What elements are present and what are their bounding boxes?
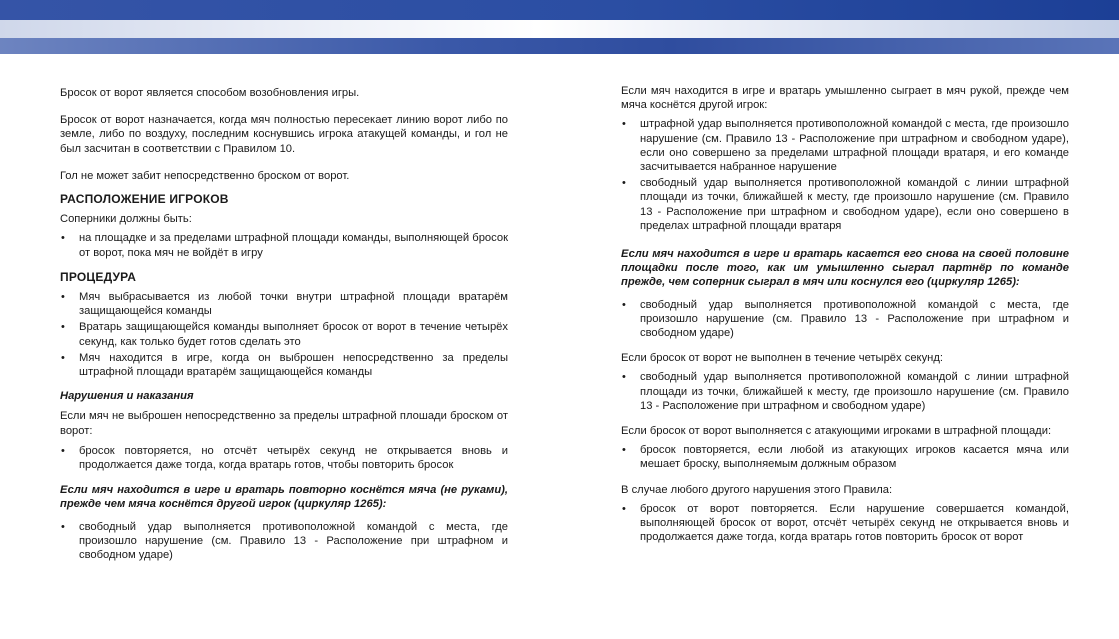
bullet-list: [621, 298, 1069, 341]
list-item: • свободный удар выполняется противоположной командой с линии штрафной площади из точки, ближайшей к месту, где произошло нарушение (см. Правило 13 - Расположение при штрафном и свободном ударе): [621, 370, 1069, 413]
subsection-heading: Нарушения и наказания: [60, 390, 194, 403]
paragraph: Бросок от ворот назначается, когда мяч полностью пересекает линию ворот либо по земле, либо по воздуху, последним коснувшись игрока атакущей команды, и гол не был засчитан в соответствии с Правилом 10.: [60, 114, 508, 155]
list-item: • на площадке и за пределами штрафной площади команды, выполняющей бросок от ворот, пока мяч не войдёт в игру: [60, 231, 508, 259]
list-item: • свободный удар выполняется противоположной командой с места, где произошло нарушение (см. Правило 13 - Расположение при штрафном и свободном ударе): [621, 298, 1069, 341]
bullet-list: [621, 370, 1069, 413]
bold-italic-paragraph: Если мяч находится в игре и вратарь касается его снова на своей половине площадки после того, как им умышленно сыграл партнёр по команде прежде, чем соперник сыграл в мяч или коснулся его (циркуляр 1265):: [621, 248, 1069, 289]
list-item: • Вратарь защищающейся команды выполняет бросок от ворот в течение четырёх секунд, как только будет готов сделать это: [60, 320, 508, 348]
bullet-list: [60, 520, 508, 563]
list-item: • Мяч выбрасывается из любой точки внутри штрафной площади вратарём защищающейся команды: [60, 290, 508, 318]
paragraph: Гол не может забит непосредственно броском от ворот.: [60, 169, 350, 182]
bullet-list: [60, 231, 508, 259]
paragraph: Если мяч не выброшен непосредственно за пределы штрафной плошади броском от ворот:: [60, 410, 508, 437]
paragraph: Соперники должны быть:: [60, 213, 192, 226]
list-item: • штрафной удар выполняется противоположной командой с места, где произошло нарушение (см. Правило 13 - Расположение при штрафном и свободном ударе), если оно совершено за пределами штрафной площади вратаря, и его команде засчитывается набранное нарушение: [621, 117, 1069, 174]
right-column: [621, 84, 1069, 546]
list-item: • Мяч находится в игре, когда он выброшен непосредственно за пределы штрафной площади вратарём защищающейся команды: [60, 351, 508, 379]
left-column: [60, 86, 508, 574]
bullet-list: [60, 290, 508, 379]
paragraph: Если бросок от ворот выполняется с атакующими игроками в штрафной площади:: [621, 425, 1052, 438]
section-heading: ПРОЦЕДУРА: [60, 269, 137, 284]
section-heading: РАСПОЛОЖЕНИЕ ИГРОКОВ: [60, 192, 229, 207]
header-band-top: [0, 0, 1119, 20]
list-item: • свободный удар выполняется противоположной командой с места, где произошло нарушение (см. Правило 13 - Расположение при штрафном и свободном ударе): [60, 520, 508, 563]
paragraph: Бросок от ворот является способом возобновления игры.: [60, 87, 360, 99]
paragraph: Если бросок от ворот не выполнен в течение четырёх секунд:: [621, 352, 943, 365]
list-item: • бросок повторяется, но отсчёт четырёх секунд не открывается вновь и продолжается даже тогда, когда вратарь готов, чтобы повторить бросок: [60, 444, 508, 472]
header-band-bottom: [0, 38, 1119, 54]
bullet-list: [621, 117, 1069, 233]
header-band-highlight: [0, 20, 1119, 38]
paragraph: В случае любого другого нарушения этого Правила:: [621, 483, 893, 496]
paragraph: Если мяч находится в игре и вратарь умышленно сыграет в мяч рукой, прежде чем мяча коснётся другой игрок:: [621, 85, 1069, 112]
bullet-list: [60, 444, 508, 472]
list-item: • свободный удар выполняется противоположной командой с линии штрафной площади из точки, ближайшей к месту, где произошло нарушение (см. Правило 13 - Расположение при штрафном и свободном ударе), если оно совершено в пределах штрафной площади вратаря: [621, 176, 1069, 233]
header-banner: [0, 0, 1119, 54]
bold-italic-paragraph: Если мяч находится в игре и вратарь повторно коснётся мяча (не руками), прежде чем мяча коснётся другой игрок (циркуляр 1265):: [60, 484, 508, 511]
bullet-list: [621, 502, 1069, 545]
bullet-list: [621, 443, 1069, 471]
list-item: • бросок от ворот повторяется. Если нарушение совершается командой, выполняющей бросок от ворот, отсчёт четырёх секунд не открывается вновь и продолжается даже тогда, когда вратарь готов повторить бросок от ворот: [621, 502, 1069, 545]
list-item: • бросок повторяется, если любой из атакующих игроков касается мяча или мешает броску, выполняемым должным образом: [621, 443, 1069, 471]
